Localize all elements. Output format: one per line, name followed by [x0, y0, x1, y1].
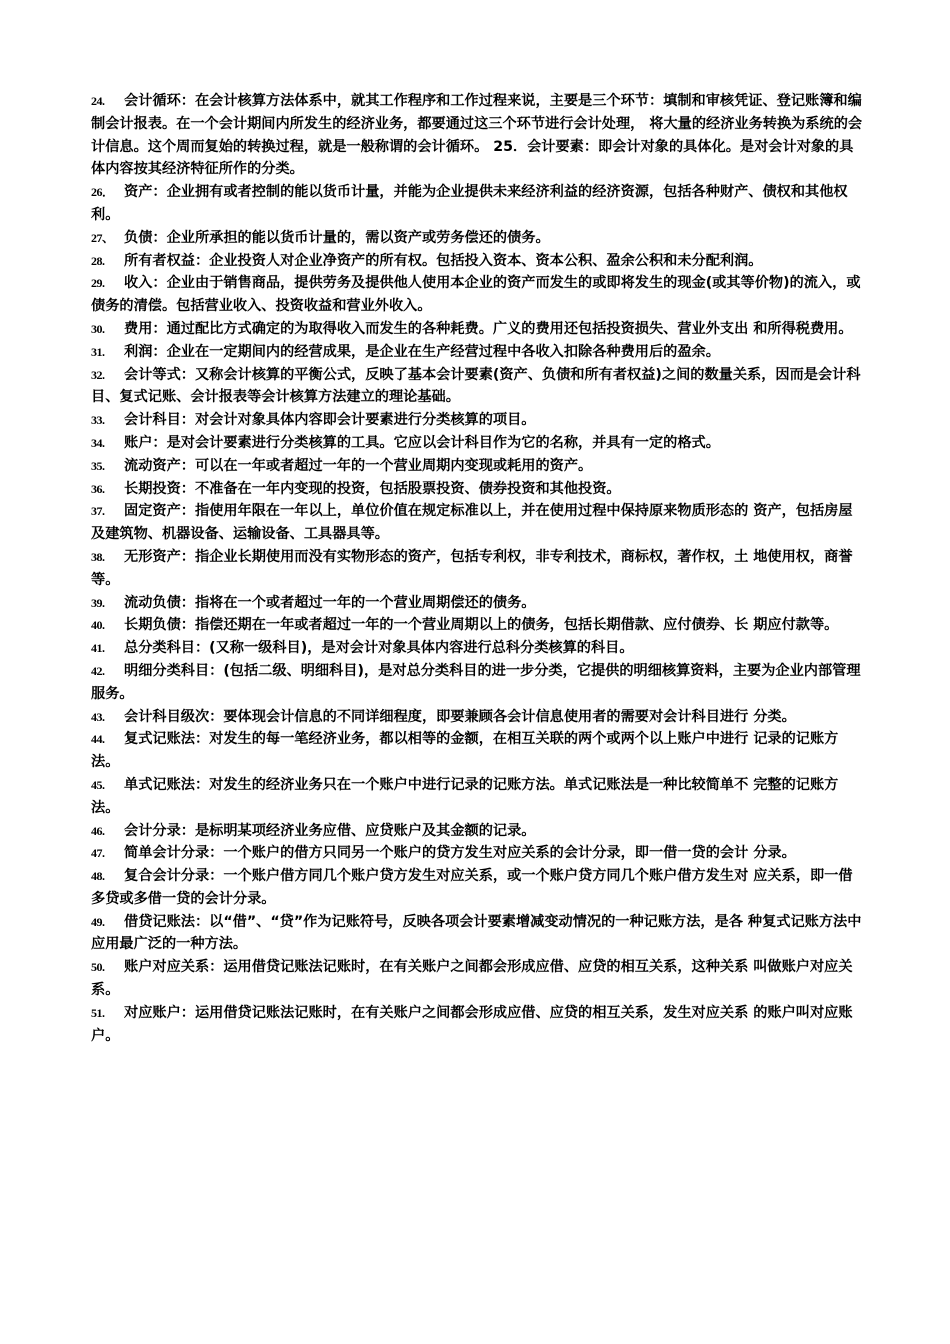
entry-text: 会计循环：在会计核算方法体系中，就其工作程序和工作过程来说，主要是三个环节：填制和审核凭证、登记账簿和编制会计报表。在一个会计期间内所发生的经济业务，都要通过这三个环节进行会计处理， 将大量的经济业务转换为系统的会计信息。这个周而复始的转换过程，就是一般称谓的会计循环。 25．会计要素：即会计对象的具体化。是对会计对象的具体内容按其经济特征所作的分类。	[91, 93, 863, 178]
entry-text: 总分类科目：(又称一级科目)，是对会计对象具体内容进行总科分类核算的科目。	[124, 640, 634, 657]
entry-number: 46.	[91, 823, 105, 838]
glossary-entry	[91, 1002, 866, 1048]
entry-text: 复合会计分录：一个账户借方同几个账户贷方发生对应关系，或一个账户贷方同几个账户借方发生对 应关系，即一借多贷或多借一贷的会计分录。	[91, 868, 853, 907]
entry-number: 47.	[91, 846, 105, 861]
entry-number: 49.	[91, 914, 105, 929]
entry-number: 27、	[91, 230, 114, 245]
glossary-entry	[91, 432, 866, 455]
glossary-entry	[91, 250, 866, 273]
entry-number: 26．	[91, 185, 114, 200]
entry-number: 39.	[91, 595, 105, 610]
entry-number: 37.	[91, 504, 105, 519]
entry-text: 无形资产：指企业长期使用而没有实物形态的资产，包括专利权，非专利技术，商标权，著作权，土 地使用权，商誉等。	[91, 548, 853, 588]
entry-text: 收入：企业由于销售商品，提供劳务及提供他人使用本企业的资产而发生的或即将发生的现金(或其等价物)的流入，或债务的清偿。包括营业收入、投资收益和营业外收入。	[91, 275, 861, 315]
entry-text: 会计科目级次：要体现会计信息的不同详细程度，即要兼顾各会计信息使用者的需要对会计科目进行 分类。	[124, 708, 796, 725]
glossary-list	[91, 90, 866, 1047]
entry-text: 账户对应关系：运用借贷记账法记账时，在有关账户之间都会形成应借、应贷的相互关系，这种关系 叫做账户对应关系。	[91, 959, 853, 999]
entry-number: 35.	[91, 458, 105, 473]
entry-number: 50.	[91, 960, 105, 975]
entry-text: 流动资产：可以在一年或者超过一年的一个营业周期内变现或耗用的资产。	[124, 457, 593, 474]
entry-number: 30.	[91, 321, 105, 336]
entry-text: 简单会计分录：一个账户的借方只同另一个账户的贷方发生对应关系的会计分录，即一借一贷的会计 分录。	[124, 845, 796, 862]
glossary-entry	[91, 478, 866, 501]
entry-text: 借贷记账法：以“借”、“贷”作为记账符号，反映各项会计要素增减变动情况的一种记账方法，是各 种复式记账方法中应用最广泛的一种方法。	[91, 913, 862, 953]
entry-text: 流动负债：指将在一个或者超过一年的一个营业周期偿还的债务。	[124, 594, 536, 611]
entry-number: 48.	[91, 869, 105, 884]
entry-number: 32.	[91, 367, 105, 382]
glossary-entry	[91, 614, 866, 637]
entry-text: 对应账户：运用借贷记账法记账时，在有关账户之间都会形成应借、应贷的相互关系，发生对应关系 的账户叫对应账户。	[91, 1004, 853, 1044]
entry-number: 29.	[91, 276, 105, 291]
entry-text: 明细分类科目：(包括二级、明细科目)，是对总分类科目的进一步分类，它提供的明细核算资料，主要为企业内部管理服务。	[91, 662, 861, 702]
entry-number: 42.	[91, 663, 105, 678]
glossary-entry	[91, 409, 866, 432]
glossary-entry	[91, 341, 866, 364]
glossary-entry	[91, 227, 866, 250]
entry-text: 负债：企业所承担的能以货币计量的，需以资产或劳务偿还的债务。	[124, 229, 550, 246]
entry-number: 45.	[91, 777, 105, 792]
entry-number: 38.	[91, 549, 105, 564]
glossary-entry	[91, 364, 866, 410]
entry-text: 费用：通过配比方式确定的为取得收入而发生的各种耗费。广义的费用还包括投资损失、营业外支出 和所得税费用。	[124, 320, 853, 337]
entry-number: 41.	[91, 641, 105, 656]
glossary-entry	[91, 660, 866, 706]
entry-number: 36.	[91, 481, 105, 496]
entry-text: 复式记账法：对发生的每一笔经济业务，都以相等的金额，在相互关联的两个或两个以上账户中进行 记录的记账方法。	[91, 731, 839, 771]
entry-number: 33.	[91, 413, 105, 428]
entry-number: 28.	[91, 253, 105, 268]
glossary-entry	[91, 911, 866, 957]
entry-text: 固定资产：指使用年限在一年以上，单位价值在规定标准以上，并在使用过程中保持原来物质形态的 资产，包括房屋及建筑物、机器设备、运输设备、工具器具等。	[91, 503, 853, 543]
entry-text: 长期投资：不准备在一年内变现的投资，包括股票投资、债券投资和其他投资。	[124, 480, 621, 497]
entry-number: 43.	[91, 709, 105, 724]
glossary-entry	[91, 500, 866, 546]
glossary-entry	[91, 865, 866, 911]
glossary-entry	[91, 706, 866, 729]
entry-text: 资产：企业拥有或者控制的能以货币计量，并能为企业提供未来经济利益的经济资源，包括各种财产、债权和其他权利。	[91, 184, 848, 223]
glossary-entry	[91, 842, 866, 865]
glossary-entry	[91, 956, 866, 1002]
entry-number: 40.	[91, 618, 105, 633]
entry-text: 利润：企业在一定期间内的经营成果，是企业在生产经营过程中各收入扣除各种费用后的盈余。	[124, 343, 720, 360]
entry-text: 会计科目：对会计对象具体内容即会计要素进行分类核算的项目。	[124, 412, 536, 429]
glossary-entry	[91, 546, 866, 592]
entry-text: 所有者权益：企业投资人对企业净资产的所有权。包括投入资本、资本公积、盈余公积和未分配利润。	[124, 252, 763, 269]
entry-text: 会计等式：又称会计核算的平衡公式，反映了基本会计要素(资产、负债和所有者权益)之间的数量关系，因而是会计科目、复式记账、会计报表等会计核算方法建立的理论基础。	[91, 366, 861, 406]
entry-text: 会计分录：是标明某项经济业务应借、应贷账户及其金额的记录。	[124, 822, 536, 839]
glossary-entry	[91, 820, 866, 843]
glossary-entry	[91, 90, 866, 181]
glossary-entry	[91, 318, 866, 341]
glossary-entry	[91, 728, 866, 774]
glossary-entry	[91, 272, 866, 318]
entry-text: 账户：是对会计要素进行分类核算的工具。它应以会计科目作为它的名称，并具有一定的格式。	[124, 434, 720, 451]
glossary-entry	[91, 592, 866, 615]
entry-number: 51.	[91, 1005, 105, 1020]
glossary-entry	[91, 774, 866, 820]
entry-number: 44.	[91, 732, 105, 747]
entry-text: 长期负债：指偿还期在一年或者超过一年的一个营业周期以上的债务，包括长期借款、应付债券、长 期应付款等。	[124, 617, 839, 634]
entry-number: 34.	[91, 435, 105, 450]
entry-number: 31.	[91, 344, 105, 359]
glossary-entry	[91, 637, 866, 660]
entry-number: 24.	[91, 94, 105, 108]
glossary-entry	[91, 181, 866, 227]
entry-text: 单式记账法：对发生的经济业务只在一个账户中进行记录的记账方法。单式记账法是一种比较简单不 完整的记账方法。	[91, 776, 839, 816]
glossary-entry	[91, 455, 866, 478]
